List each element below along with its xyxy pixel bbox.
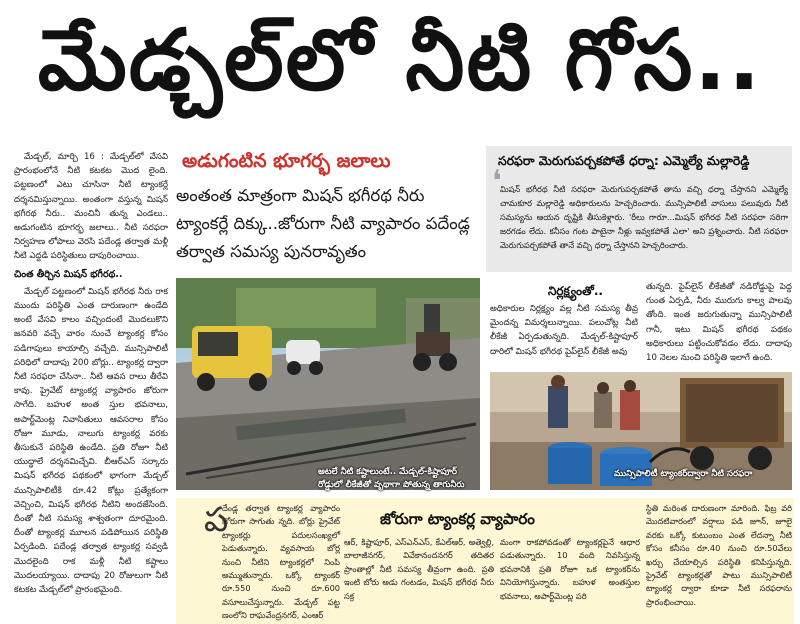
tanker-col-1: దేండ్ల తర్వాత ట్యాంకర్ల వ్యాపారం జోరుగా సాగుతు న్నది. బోర్లు ప్రైవేట్‌ ట్యాంకర్లు పదులసంఖ్యలో పెడుతున్నారు. వ్యవసాయ బోర్ల నుంచి నీటిని ట్యాంకర్లలో నింపి అమ్ముతున్నారు. ఒక్కో ట్యాంకర్‌ రూ.550 నుంచి రూ.600 వసూలుచేస్తున్నారు. మేడ్చల్‌ పట్ట ణంలోని రాఘవేంద్రనగర్‌, ఎంఆర్‌ xyxy=(222,503,340,621)
tanker-photo-caption: మున్సిపాలిటీ ట్యాంకర్‌ద్వారా నీటి సరఫరా xyxy=(614,469,753,479)
left-subhead: చింత తీర్చిన మిషన్‌ భగీరథ.. xyxy=(14,268,123,280)
negligence-kicker: నిర్లక్ష్యంతో.. xyxy=(548,284,603,298)
street-photo-image xyxy=(176,278,480,490)
street-photo-caption: అటలే నీటి కష్టాలుంటే.. మేడ్చల్‌-కిష్టాపూర్‌ రోడ్డులో లీకేజీతో వృథాగా పోతున్న తాగునీరు xyxy=(318,467,465,490)
headline: మేడ్చల్‌లో నీటి గోస.. xyxy=(37,10,763,109)
street-photo xyxy=(176,278,480,490)
sidebar-text: మిషన్‌ భగీరథ నీటి సరఫరా మెరుగుపర్చకపోతే తాను వచ్చి ధర్నా చేస్తానని ఎమ్మెల్యే చామకూర మల్లారెడ్డి అధికారులను హెచ్చరించారు. మున్సిపాలిటీ వాసులు పలువురు నీటి సమస్యను ఆయన దృష్టికి తీసుకెళ్లారు. 'రీలు గారూ...మిషన్‌ భగీరథ నీటి సరఫరా సరిగా జరగడం లేదు. కనీసం గంట పాటైనా నీళ్లు ఇవ్వకపోతే ఎలా' అని ప్రశ్నించారు. నీటి సరఫరా మెరుగుపర్చకపోతే తానే వచ్చి ధర్నా చేస్తానని హెచ్చరించారు. xyxy=(500,184,788,250)
tanker-col-4: స్థితి మరింత దారుణంగా మారింది. ఫిబ్ర వరి మొదటివారంలో వర్షాలు పడి జూన్‌, జూలై వరకు ఒక్కో కుటుంబం ఎంత లేదన్నా నీటి కోసం కనీసం రూ.40 నుంచి రూ.50వేలు ఖర్చు చేయాల్సిన పరిస్థితి కనిపిస్తున్నది. ప్రైవేట్‌ ట్యాంకర్లతో పాటు మున్సిపాలిటీ ట్యాంకర్ల ద్వారా కూడా నీటి సరఫరాను ప్రారంభించాయి. xyxy=(646,503,792,607)
sidebar-title: సరఫరా మెరుగుపర్చకపోతే ధర్నా: ఎమ్మెల్యే మల్లారెడ్డి xyxy=(498,153,750,168)
left-para-2: మేడ్చల్‌ పట్టణంలో మిషన్‌ భగీరథ నీరు రాక ముందు పరిస్థితి ఎంత దారుణంగా ఉండేది అంటే వేసవి కాలం వచ్చిందంటే మొదలుకొని జనవరి వచ్చే వారం నుంచే ట్యాంకర్ల కోసం పడిగాపులు కాయాల్సి వచ్చేది. మున్సిపాలిటీ పరిధిలో దాదాపు 200 బోర్లు.. ట్యాంకర్ల ద్వారా నీటి సరఫరా చేసినా.. నీటి ఆవస రాలు తీరేవి కావు. ప్రైవేట్‌ ట్యాంకర్ల వ్యాపారం జోరుగా సాగేది. బహుళ అంత స్తుల భవనాలు, అపార్ట్‌మెంట్ల నివాసితులు ఆవసరాల కోసం రోజూ మూడు, నాలుగు ట్యాంకర్ల వరకు తీసుకునే పరిస్థితి ఉండేది. ప్రతి రోజూ నీటి యుద్ధాలే దర్శనమిచ్చేవి. బీఆర్‌ఎస్‌ సర్కారు మిషన్‌ భగీరథ పథకంలో భాగంగా మేడ్చల్‌ మున్సిపాలిటీకి రూ.42 కోట్లు ప్రత్యేకంగా వెచ్చించి, మిషన్‌ భగీరథ నీటిని అందజేసింది. దీంతో నీటి సమస్య శాశ్వతంగా దూరమైంది. దీంతో ట్యాంకర్ల మూలన పడిపోయిన పరిస్థితి ఏర్పడింది. పదేండ్ల తర్వాత ట్యాంకర్ల సవ్వడి మొదలైంది రాక మళ్లీ నీటి కష్టాలు మొదలయ్యాయి. దాదాపు 20 రోజులుగా నీటి కటకట మేడ్చల్‌లో ప్రారంభమైంది. xyxy=(14,286,168,596)
tanker-col-3: మంగా రాకపోవడంతో ట్యాంకర్లపైనే ఆధార పడుతున్నారు. 10 వంది నివసిస్తున్న భవనానికి ప్రతి రోజూ ఒక ట్యాంకర్‌ను వినియోగిస్తున్నారు. బహుళ అంతస్తుల భవనాలు, అపార్ట్‌మెంట్ల పరి xyxy=(500,537,640,601)
negligence-col-1: అధికారుల నిర్లక్ష్యం వల్ల నీటి సమస్య తీవ్ర మైందన్న విమర్శలున్నాయి. పలుచోట్ల నీటి లీకేజీ ఏర్పడుతున్నది. మేడ్చల్‌-కిష్టాపూర్‌ దారిలో మిషన్‌ భగీరథ పైప్‌లైన్‌ లీకేజీ అవు xyxy=(490,304,638,357)
feature-banner: అడుగంటిన భూగర్భ జలాలు xyxy=(182,149,391,172)
left-para-1: మేడ్చల్‌, మార్చి 16 : మేడ్చల్‌లో వేసవి ప్రారంభంలోనే నీటి కటకట మొద లైంది. పట్టణంలో ఎటు చూసినా నీటి ట్యాంకర్లే దర్శనమిస్తున్నాయి. అంతంగా వస్తున్న మిషన్‌ భగీరథ నీరు.. మంచినీ తున్న ఎండలు.. అడుగంటిన భూగర్భ జలాలు.. నీటి సరఫరా నిర్వహణ లోపాలు వెరసి పదేండ్ల తర్వాత మళ్లీ నీటి ఎద్దడి పరిస్థితులు దాపురించాయి. xyxy=(14,152,168,262)
tanker-business-title: జోరుగా ట్యాంకర్ల వ్యాపారం xyxy=(380,510,535,528)
quote-mark-icon: ❛ xyxy=(492,164,502,199)
dropcap: ప xyxy=(204,500,229,540)
feature-deck: అంతంత మాత్రంగా మిషన్‌ భగీరథ నీరు ట్యాంకర్లే దిక్కు..జోరుగా నీటి వ్యాపారం పదేండ్ల తర్వాత సమస్య పునరావృతం xyxy=(176,186,470,261)
mla-sidebar xyxy=(486,146,792,272)
negligence-col-2: తున్నది. పైప్‌లైన్‌ లీకేజీతో నడిరోడ్డుపై పెద్ద గుంత ఏర్పడి, నీరు మురుగు కాల్వ పాలవు తోంది. ఇంత జరుగుతున్నా మున్సిపాలిటీ గానీ, ఇటు మిషన్‌ భగీరథ పథకం అధికారులు పట్టించుకోవడం లేదు. దాదాపు 10 నెలల నుంచి పరిస్థితి ఇలాగే ఉంది. xyxy=(646,282,792,364)
left-column xyxy=(14,150,168,597)
tanker-col-2: ఆర్‌, కిష్టాపూర్‌, ఎస్‌ఎన్‌ఎస్‌, కేఎల్‌ఆర్‌, అత్వెల్లి, బాలాజీనగర్‌, వివేకానందనగర్‌ తదితర ప్రాంతాల్లో నీటి సమస్య తీవ్రంగా ఉంది. ప్రతి ఇంటి బోరు అడు గంటడం, మిషన్‌ భగీరథ నీరు సక్ర xyxy=(344,537,494,601)
